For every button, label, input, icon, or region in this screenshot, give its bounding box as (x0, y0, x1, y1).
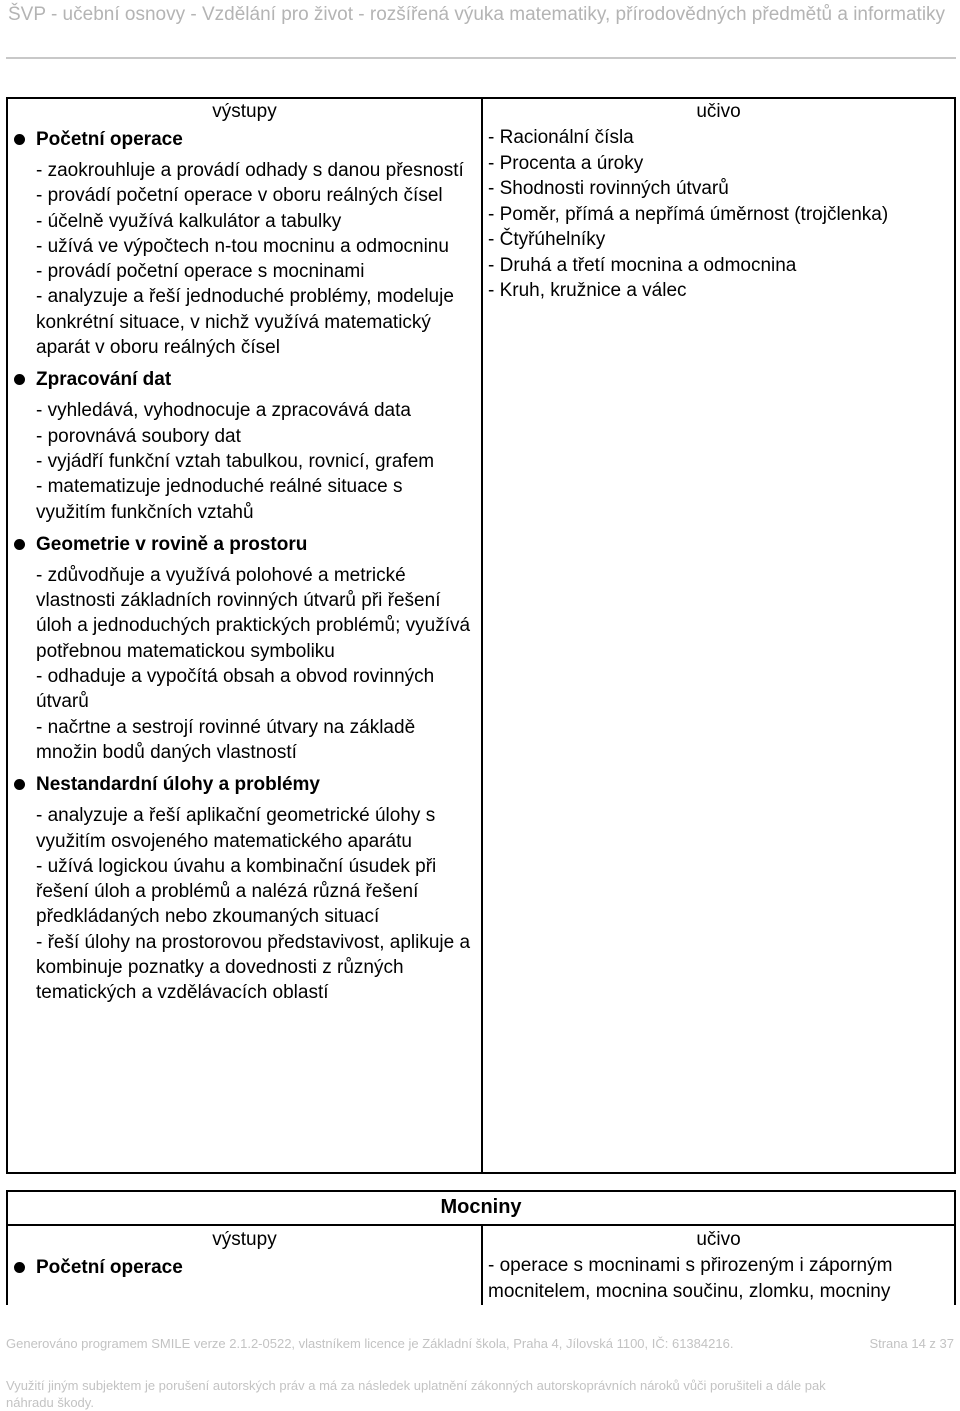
document-header-title: ŠVP - učební osnovy - Vzdělání pro život - rozšířená výuka matematiky, přírodovědných předmětů a informatiky (8, 4, 946, 25)
outcome-item: - účelně využívá kalkulátor a tabulky (36, 210, 342, 232)
outcome-item: - vyjádří funkční vztah tabulkou, rovnicí, grafem (36, 450, 435, 472)
outcome-item: - analyzuje a řeší aplikační geometrické úlohy s využitím osvojeného matematického aparátu (36, 805, 436, 852)
ucivo-column (488, 1253, 948, 1304)
bullet-icon (14, 1262, 25, 1273)
category-title: Nestandardní úlohy a problémy (36, 774, 320, 796)
section-title: Mocniny (440, 1196, 522, 1218)
curriculum-table (6, 97, 956, 1174)
outcome-item: - zdůvodňuje a využívá polohové a metrické vlastnosti základních rovinných útvarů při řešení úloh a jednoduchých praktických problémů; využívá potřebnou matematickou symboliku (36, 564, 471, 662)
ucivo-item: - Shodnosti rovinných útvarů (488, 178, 729, 199)
category-heading (12, 127, 476, 152)
ucivo-item: - Procenta a úroky (488, 152, 644, 174)
outcome-item: - provádí početní operace v oboru reálných čísel (36, 185, 443, 207)
outcome-item: - matematizuje jednoduché reálné situace s využitím funkčních vztahů (36, 476, 403, 523)
outcome-item: - provádí početní operace s mocninami (36, 261, 365, 283)
outcome-list (12, 158, 476, 360)
category-title: Početní operace (36, 1257, 183, 1278)
outcome-list (12, 803, 476, 1005)
vystupy-heading: výstupy (212, 1229, 277, 1250)
footer-copyright: Využití jiným subjektem je porušení autorských práv a má za následek uplatnění zákonných autorskoprávních nároků vůči porušiteli a dále pak náhradu škody. (6, 1378, 826, 1410)
mocniny-table (6, 1190, 956, 1305)
ucivo-item: - Poměr, přímá a nepřímá úměrnost (trojčlenka) (488, 203, 889, 225)
ucivo-item: - operace s mocninami s přirozeným i záporným mocnitelem, mocnina součinu, zlomku, mocniny (488, 1255, 893, 1302)
outcome-item: - načrtne a sestrojí rovinné útvary na základě množin bodů daných vlastností (36, 716, 416, 763)
vystupy-column (12, 127, 476, 1013)
header-divider (6, 57, 956, 59)
outcome-item: - řeší úlohy na prostorovou představivost, aplikuje a kombinuje poznatky a dovednosti z různých tematických a vzdělávacích oblastí (36, 931, 471, 1004)
category-title: Početní operace (36, 129, 183, 150)
column-divider (481, 99, 483, 1172)
outcome-item: - užívá ve výpočtech n-tou mocninu a odmocninu (36, 235, 449, 257)
outcome-item: - zaokrouhluje a provádí odhady s danou přesností (36, 160, 464, 181)
vystupy-heading: výstupy (212, 101, 277, 122)
outcome-list (12, 398, 476, 524)
outcome-item: - porovnává soubory dat (36, 425, 241, 447)
category-title: Geometrie v rovině a prostoru (36, 533, 308, 555)
bullet-icon (14, 539, 25, 550)
ucivo-item: - Racionální čísla (488, 127, 634, 148)
ucivo-heading: učivo (696, 1229, 741, 1250)
ucivo-column (488, 125, 948, 304)
page-number: Strana 14 z 37 (869, 1336, 954, 1351)
ucivo-heading: učivo (696, 101, 741, 122)
ucivo-item: - Čtyřúhelníky (488, 229, 606, 250)
ucivo-item: - Druhá a třetí mocnina a odmocnina (488, 254, 797, 276)
category-title: Zpracování dat (36, 369, 172, 391)
outcome-item: - odhaduje a vypočítá obsah a obvod rovinných útvarů (36, 666, 435, 713)
bullet-icon (14, 374, 25, 385)
bullet-icon (14, 134, 25, 145)
footer-generated-note: Generováno programem SMILE verze 2.1.2-0522, vlastníkem licence je Základní škola, Praha 4, Jílovská 1100, IČ: 61384216. (6, 1336, 734, 1351)
category-heading (12, 532, 476, 557)
outcome-item: - analyzuje a řeší jednoduché problémy, modeluje konkrétní situace, v nichž využívá matematický aparát v oboru reálných čísel (36, 286, 454, 359)
ucivo-item: - Kruh, kružnice a válec (488, 280, 687, 301)
bullet-icon (14, 779, 25, 790)
category-heading (12, 772, 476, 797)
outcome-item: - vyhledává, vyhodnocuje a zpracovává data (36, 400, 411, 422)
outcome-item: - užívá logickou úvahu a kombinační úsudek při řešení úloh a problémů a nalézá různá řešení předkládaných nebo zkoumaných situací (36, 855, 437, 928)
category-heading (12, 1255, 476, 1280)
category-heading (12, 367, 476, 392)
outcome-list (12, 563, 476, 765)
vystupy-column (12, 1255, 476, 1280)
